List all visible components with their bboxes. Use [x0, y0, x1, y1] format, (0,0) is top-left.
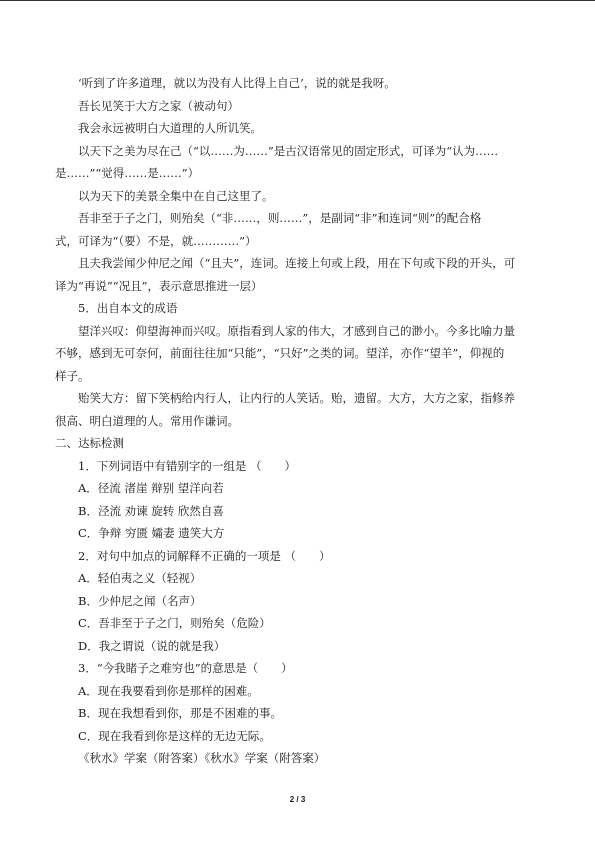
text-line: C．吾非至于子之门，则殆矣（危险）: [78, 616, 271, 630]
text-line: D．我之谓说（说的就是我）: [78, 638, 226, 653]
text-line: A．径流 渚崖 辩别 望洋向若: [78, 481, 224, 495]
text-line: 吾长见笑于大方之家（被动句）: [78, 98, 239, 113]
page-number: 2 / 3: [289, 795, 306, 804]
document-body: [55, 72, 543, 770]
text-line: 我会永远被明白大道理的人所讥笑。: [78, 121, 262, 135]
text-line: ‘听到了许多道理，就以为没有人比得上自己’，说的就是我呀。: [78, 76, 396, 90]
text-line: 3．“今我睹子之难穷也”的意思是（ ）: [78, 661, 293, 675]
text-line: 很高、明白道理的人。常用作谦词。: [55, 413, 239, 428]
text-line: B．少仲尼之闻（名声）: [78, 593, 202, 608]
text-line: A．轻伯夷之义（轻视）: [78, 571, 202, 585]
text-line: C．争辩 穷匮 孀妻 遗笑大方: [78, 526, 225, 540]
text-line: 不够，感到无可奈何，前面往往加“只能”，“只好”之类的词。望洋，亦作“望羊”，仰视的: [55, 346, 505, 360]
text-line: A．现在我要看到你是那样的困难。: [78, 683, 259, 698]
text-line: 是……”“觉得……是……”）: [55, 166, 200, 180]
text-line: 且夫我尝闻少仲尼之闻（“且夫”，连词。连接上句或上段，用在下句或下段的开头，可: [78, 256, 516, 270]
text-line: 《秋水》学案（附答案）《秋水》学案（附答案）: [78, 751, 326, 765]
text-line: 1．下列词语中有错别字的一组是 （ ）: [78, 458, 296, 473]
text-line: 望洋兴叹：仰望海神而兴叹。原指看到人家的伟大，才感到自己的渺小。今多比喻力量: [78, 323, 515, 338]
text-line: 2．对句中加点的词解释不正确的一项是 （ ）: [78, 548, 331, 563]
text-line: 以为天下的美景全集中在自己这里了。: [78, 188, 274, 203]
text-line: 二、达标检测: [55, 436, 124, 450]
text-line: 5．出自本文的成语: [78, 301, 178, 315]
text-line: 样子。: [55, 368, 90, 383]
text-line: 式，可译为“（要）不是，就…………”）: [55, 233, 257, 248]
text-line: 贻笑大方：留下笑柄给内行人，让内行的人笑话。贻，遗留。大方，大方之家，指修养: [78, 391, 515, 405]
text-line: 吾非至于子之门，则殆矣（“非……，则……”，是副词“非”和连词“则”的配合格: [78, 211, 482, 225]
text-line: C．现在我看到你是这样的无边无际。: [78, 728, 271, 743]
text-line: B．现在我想看到你，那是不困难的事。: [78, 706, 282, 720]
header-rule: [0, 0, 595, 1]
text-line: 译为“再说”“况且”，表示意思推进一层）: [55, 278, 263, 293]
text-line: B．泾流 劝谏 旋转 欣然自喜: [78, 503, 224, 518]
text-line: 以天下之美为尽在己（“以……为……”是古汉语常见的固定形式，可译为“认为……: [78, 143, 499, 158]
